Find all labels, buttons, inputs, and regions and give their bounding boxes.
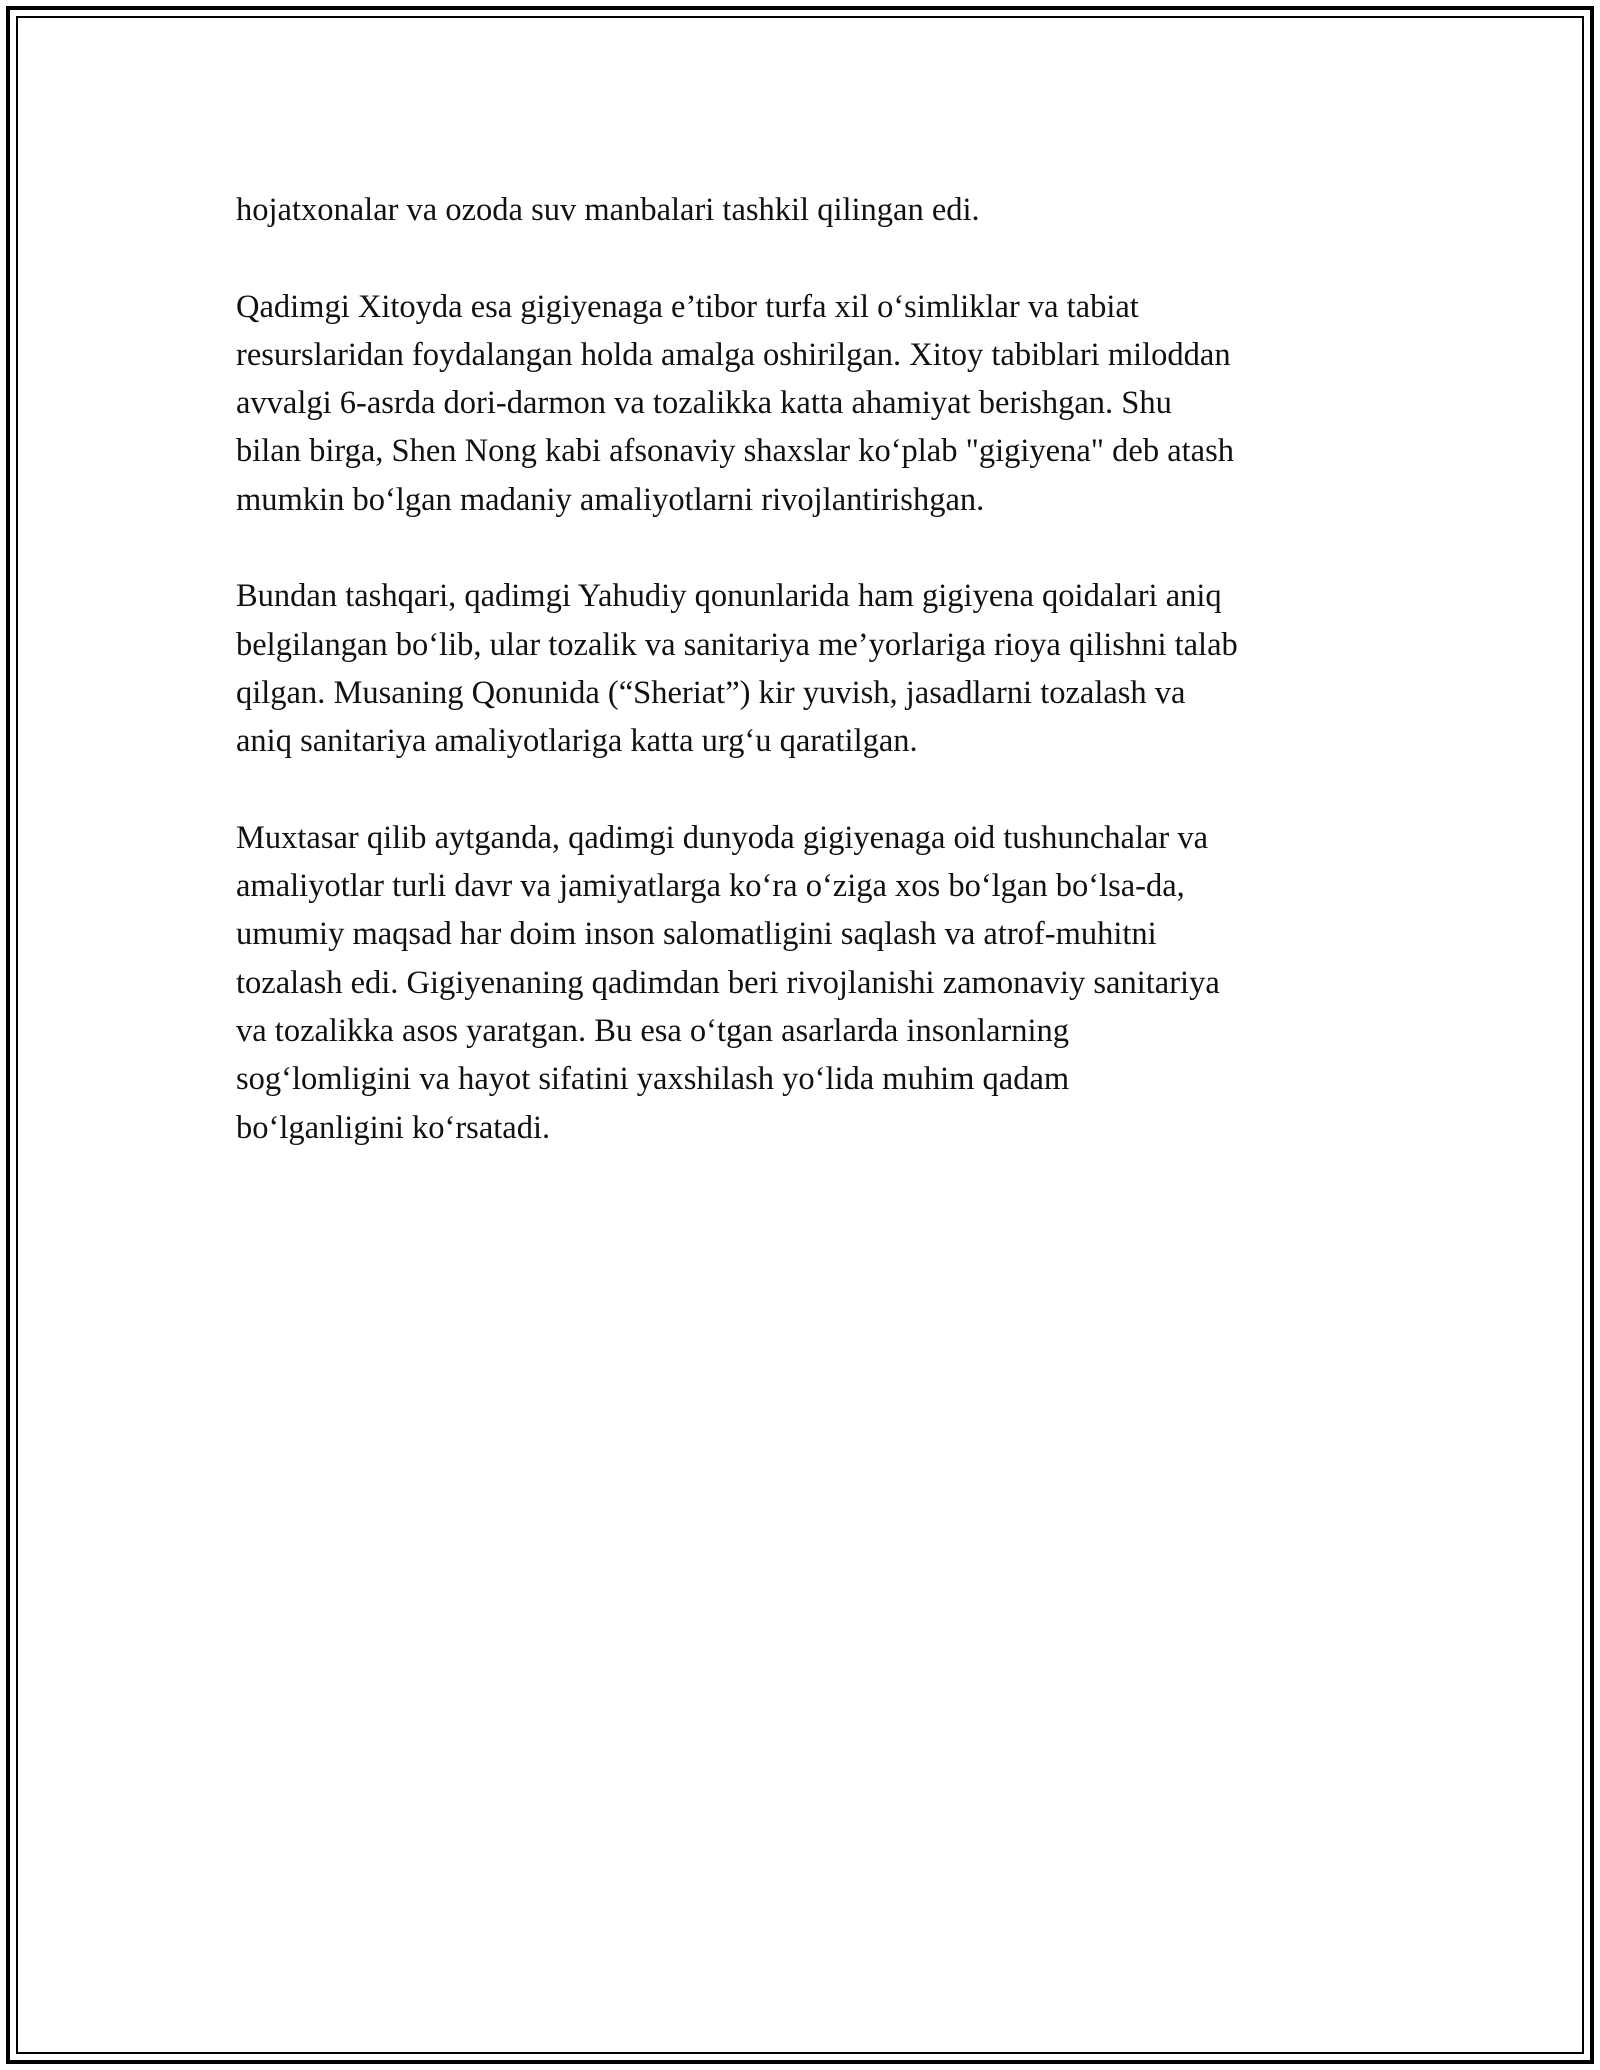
document-body xyxy=(236,186,1376,1200)
paragraph-3 xyxy=(236,572,1376,765)
text-line: qilgan. Musaning Qonunida (“Sheriat”) kir yuvish, jasadlarni tozalash va xyxy=(236,674,1186,711)
text-line: Muxtasar qilib aytganda, qadimgi dunyoda gigiyenaga oid tushunchalar va xyxy=(236,819,1209,856)
text-line: tozalash edi. Gigiyenaning qadimdan beri rivojlanishi zamonaviy sanitariya xyxy=(236,964,1220,1001)
text-line: belgilangan bo‘lib, ular tozalik va sanitariya me’yorlariga rioya qilishni talab xyxy=(236,626,1238,663)
text-line: amaliyotlar turli davr va jamiyatlarga ko‘ra o‘ziga xos bo‘lgan bo‘lsa-da, xyxy=(236,868,1185,905)
text-line: resurslaridan foydalangan holda amalga oshirilgan. Xitoy tabiblari miloddan xyxy=(236,336,1231,373)
text-line: bilan birga, Shen Nong kabi afsonaviy shaxslar ko‘plab "gigiyena" deb atash xyxy=(236,433,1234,470)
text-line: umumiy maqsad har doim inson salomatligini saqlash va atrof-muhitni xyxy=(236,916,1157,953)
text-line: sog‘lomligini va hayot sifatini yaxshilash yo‘lida muhim qadam xyxy=(236,1061,1070,1098)
text-line: va tozalikka asos yaratgan. Bu esa o‘tgan asarlarda insonlarning xyxy=(236,1013,1069,1050)
text-line: Qadimgi Xitoyda esa gigiyenaga e’tibor turfa xil o‘simliklar va tabiat xyxy=(236,288,1139,325)
paragraph-1 xyxy=(236,186,1376,234)
text-line: mumkin bo‘lgan madaniy amaliyotlarni rivojlantirishgan. xyxy=(236,481,985,518)
text-line: Bundan tashqari, qadimgi Yahudiy qonunlarida ham gigiyena qoidalari aniq xyxy=(236,578,1222,615)
paragraph-2 xyxy=(236,283,1376,524)
text-line: hojatxonalar va ozoda suv manbalari tashkil qilingan edi. xyxy=(236,192,980,228)
text-line: bo‘lganligini ko‘rsatadi. xyxy=(236,1109,551,1146)
text-line: aniq sanitariya amaliyotlariga katta urg‘u qaratilgan. xyxy=(236,723,918,760)
text-line: avvalgi 6-asrda dori-darmon va tozalikka katta ahamiyat berishgan. Shu xyxy=(236,385,1172,422)
paragraph-4 xyxy=(236,814,1376,1152)
